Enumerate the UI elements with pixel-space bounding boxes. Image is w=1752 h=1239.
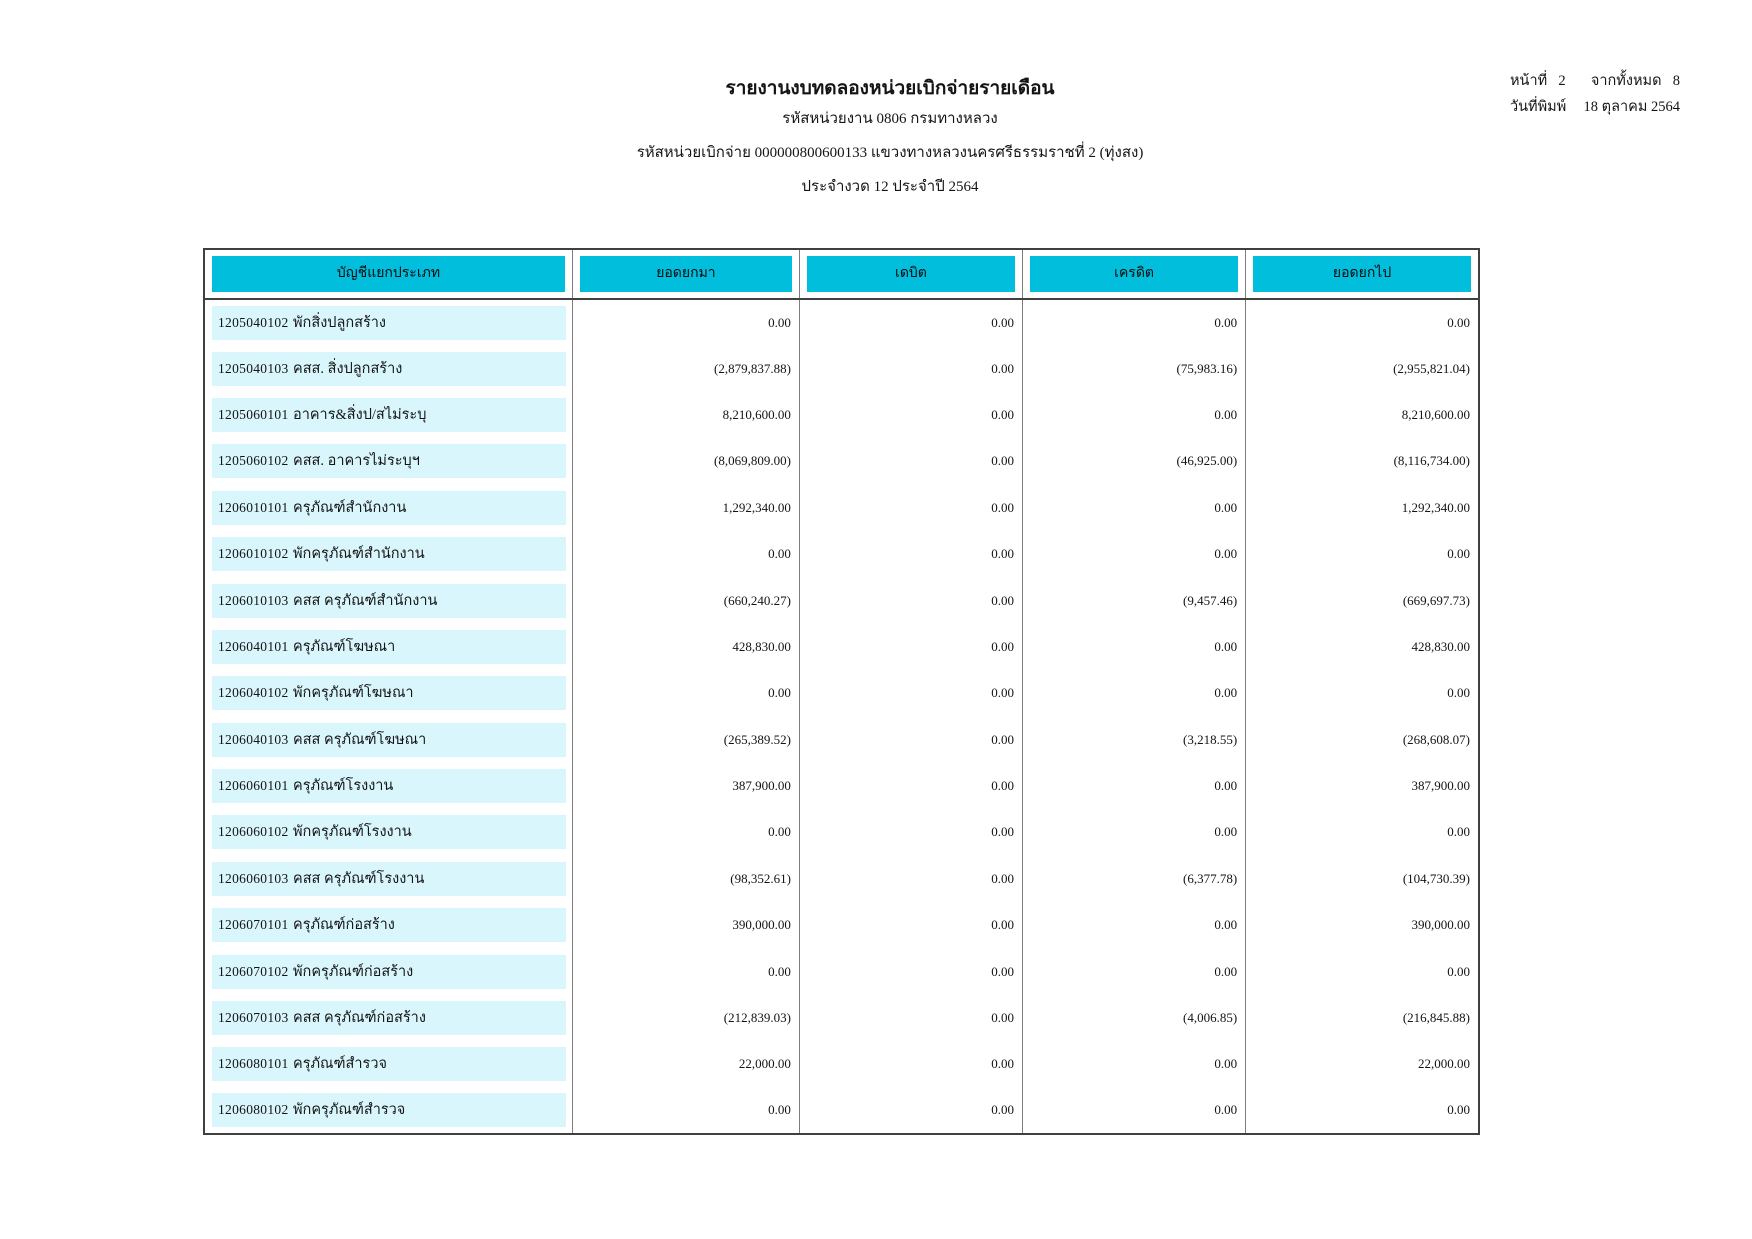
account-highlight [212, 1001, 566, 1035]
account-name: พักครุภัณฑ์สำรวจ [293, 1102, 406, 1119]
credit-value: 0.00 [1023, 948, 1246, 994]
balance-value: 0.00 [1246, 948, 1479, 994]
credit-value: 0.00 [1023, 624, 1246, 670]
account-code: 1205040103 [218, 360, 289, 376]
table-row [204, 717, 1479, 763]
carry-forward-value: (2,879,837.88) [572, 345, 799, 391]
table-row [204, 577, 1479, 623]
account-code: 1206060102 [218, 824, 289, 840]
account-name: พักสิ่งปลูกสร้าง [293, 314, 386, 331]
credit-value: (75,983.16) [1023, 345, 1246, 391]
debit-value: 0.00 [799, 577, 1022, 623]
table-row [204, 856, 1479, 902]
account-name: พักครุภัณฑ์โรงงาน [293, 824, 412, 841]
report-period-line: ประจำงวด 12 ประจำปี 2564 [801, 179, 979, 195]
carry-forward-value: 1,292,340.00 [572, 485, 799, 531]
carry-forward-value: 387,900.00 [572, 763, 799, 809]
account-cell [204, 438, 572, 484]
account-cell [204, 902, 572, 948]
credit-value: 0.00 [1023, 531, 1246, 577]
account-highlight [212, 769, 566, 803]
balance-value: (2,955,821.04) [1246, 345, 1479, 391]
balance-value: 0.00 [1246, 1088, 1479, 1134]
trial-balance-table-container [203, 248, 1480, 1133]
account-highlight [212, 398, 566, 432]
account-code: 1206060103 [218, 870, 289, 886]
credit-value: 0.00 [1023, 299, 1246, 345]
table-row [204, 948, 1479, 994]
balance-value: (669,697.73) [1246, 577, 1479, 623]
account-cell [204, 1088, 572, 1134]
credit-value: (6,377.78) [1023, 856, 1246, 902]
account-code: 1206010103 [218, 592, 289, 608]
account-name: คสส ครุภัณฑ์โรงงาน [293, 870, 425, 887]
account-highlight [212, 444, 566, 478]
account-cell [204, 1041, 572, 1087]
carry-forward-value: 428,830.00 [572, 624, 799, 670]
balance-value: 0.00 [1246, 531, 1479, 577]
carry-forward-value: 390,000.00 [572, 902, 799, 948]
debit-value: 0.00 [799, 995, 1022, 1041]
account-highlight [212, 723, 566, 757]
table-row [204, 392, 1479, 438]
debit-value: 0.00 [799, 345, 1022, 391]
account-cell [204, 531, 572, 577]
account-name: พักครุภัณฑ์สำนักงาน [293, 546, 425, 563]
debit-value: 0.00 [799, 624, 1022, 670]
account-highlight [212, 584, 566, 618]
debit-value: 0.00 [799, 902, 1022, 948]
account-code: 1206080102 [218, 1102, 289, 1118]
carry-forward-value: 0.00 [572, 948, 799, 994]
account-cell [204, 763, 572, 809]
table-header-row [204, 249, 1479, 299]
balance-value: (216,845.88) [1246, 995, 1479, 1041]
credit-value: 0.00 [1023, 809, 1246, 855]
account-name: ครุภัณฑ์โฆษณา [293, 638, 396, 655]
account-code: 1206010102 [218, 546, 289, 562]
account-highlight [212, 306, 566, 340]
page-number-label: หน้าที่ [1510, 73, 1548, 89]
column-header-carry-forward [572, 249, 799, 299]
carry-forward-value: (660,240.27) [572, 577, 799, 623]
credit-value: 0.00 [1023, 763, 1246, 809]
account-name: ครุภัณฑ์โรงงาน [293, 778, 394, 795]
carry-forward-value: 8,210,600.00 [572, 392, 799, 438]
account-highlight [212, 955, 566, 989]
account-code: 1206040102 [218, 685, 289, 701]
account-highlight [212, 676, 566, 710]
account-name: คสส ครุภัณฑ์โฆษณา [293, 731, 427, 748]
report-unit-line: รหัสหน่วยเบิกจ่าย 000000800600133 แขวงทางหลวงนครศรีธรรมราชที่ 2 (ทุ่งสง) [636, 145, 1144, 161]
account-code: 1206010101 [218, 499, 289, 515]
account-highlight [212, 491, 566, 525]
table-row [204, 485, 1479, 531]
column-header-balance-label: ยอดยกไป [1253, 256, 1471, 292]
column-header-debit-label: เดบิต [807, 256, 1015, 292]
debit-value: 0.00 [799, 856, 1022, 902]
account-highlight [212, 1047, 566, 1081]
column-header-debit [799, 249, 1022, 299]
account-cell [204, 485, 572, 531]
balance-value: 22,000.00 [1246, 1041, 1479, 1087]
account-cell [204, 299, 572, 345]
debit-value: 0.00 [799, 531, 1022, 577]
account-highlight [212, 352, 566, 386]
account-name: พักครุภัณฑ์โฆษณา [293, 685, 414, 702]
account-code: 1206070103 [218, 1010, 289, 1026]
account-code: 1206070101 [218, 917, 289, 933]
column-header-account [204, 249, 572, 299]
account-highlight [212, 630, 566, 664]
total-pages-label: จากทั้งหมด [1590, 73, 1662, 89]
debit-value: 0.00 [799, 948, 1022, 994]
carry-forward-value: 0.00 [572, 670, 799, 716]
account-code: 1205060101 [218, 406, 289, 422]
balance-value: 0.00 [1246, 670, 1479, 716]
account-code: 1205040102 [218, 314, 289, 330]
balance-value: (8,116,734.00) [1246, 438, 1479, 484]
credit-value: 0.00 [1023, 392, 1246, 438]
credit-value: 0.00 [1023, 1041, 1246, 1087]
account-highlight [212, 862, 566, 896]
carry-forward-value: 0.00 [572, 1088, 799, 1134]
table-body [204, 299, 1479, 1134]
account-cell [204, 624, 572, 670]
page-number-row [1510, 72, 1680, 90]
account-cell [204, 392, 572, 438]
debit-value: 0.00 [799, 438, 1022, 484]
balance-value: 387,900.00 [1246, 763, 1479, 809]
column-header-carry-forward-label: ยอดยกมา [580, 256, 792, 292]
account-code: 1206070102 [218, 963, 289, 979]
print-date-value: 18 ตุลาคม 2564 [1583, 99, 1680, 115]
credit-value: (9,457.46) [1023, 577, 1246, 623]
account-name: ครุภัณฑ์ก่อสร้าง [293, 917, 395, 934]
print-date-row [1510, 98, 1680, 116]
carry-forward-value: (212,839.03) [572, 995, 799, 1041]
credit-value: (46,925.00) [1023, 438, 1246, 484]
column-header-balance [1246, 249, 1479, 299]
credit-value: (4,006.85) [1023, 995, 1246, 1041]
credit-value: (3,218.55) [1023, 717, 1246, 763]
balance-value: 8,210,600.00 [1246, 392, 1479, 438]
table-row [204, 1088, 1479, 1134]
balance-value: 0.00 [1246, 809, 1479, 855]
carry-forward-value: 0.00 [572, 531, 799, 577]
debit-value: 0.00 [799, 809, 1022, 855]
table-row [204, 995, 1479, 1041]
table-row [204, 345, 1479, 391]
account-name: ครุภัณฑ์สำนักงาน [293, 499, 407, 516]
balance-value: (268,608.07) [1246, 717, 1479, 763]
balance-value: 1,292,340.00 [1246, 485, 1479, 531]
debit-value: 0.00 [799, 299, 1022, 345]
account-cell [204, 809, 572, 855]
account-name: คสส ครุภัณฑ์สำนักงาน [293, 592, 438, 609]
trial-balance-table [203, 248, 1480, 1135]
debit-value: 0.00 [799, 717, 1022, 763]
carry-forward-value: (98,352.61) [572, 856, 799, 902]
carry-forward-value: (8,069,809.00) [572, 438, 799, 484]
balance-value: (104,730.39) [1246, 856, 1479, 902]
column-header-credit-label: เครดิต [1030, 256, 1238, 292]
carry-forward-value: (265,389.52) [572, 717, 799, 763]
debit-value: 0.00 [799, 1041, 1022, 1087]
column-header-account-label: บัญชีแยกประเภท [212, 256, 565, 292]
account-name: ครุภัณฑ์สำรวจ [293, 1056, 387, 1073]
page-info [1510, 72, 1680, 124]
account-name: คสส. สิ่งปลูกสร้าง [293, 360, 403, 377]
table-row [204, 531, 1479, 577]
credit-value: 0.00 [1023, 902, 1246, 948]
report-title: รายงานงบทดลองหน่วยเบิกจ่ายรายเดือน [725, 78, 1055, 99]
account-cell [204, 995, 572, 1041]
table-row [204, 438, 1479, 484]
balance-value: 390,000.00 [1246, 902, 1479, 948]
debit-value: 0.00 [799, 1088, 1022, 1134]
account-code: 1205060102 [218, 453, 289, 469]
page-number-value: 2 [1558, 73, 1566, 89]
report-agency-line: รหัสหน่วยงาน 0806 กรมทางหลวง [782, 111, 998, 127]
account-code: 1206040101 [218, 638, 289, 654]
balance-value: 0.00 [1246, 299, 1479, 345]
table-row [204, 763, 1479, 809]
table-row [204, 670, 1479, 716]
debit-value: 0.00 [799, 392, 1022, 438]
account-code: 1206040103 [218, 731, 289, 747]
account-highlight [212, 537, 566, 571]
carry-forward-value: 0.00 [572, 299, 799, 345]
account-code: 1206080101 [218, 1056, 289, 1072]
table-row [204, 624, 1479, 670]
credit-value: 0.00 [1023, 670, 1246, 716]
table-row [204, 902, 1479, 948]
account-code: 1206060101 [218, 778, 289, 794]
balance-value: 428,830.00 [1246, 624, 1479, 670]
print-date-label: วันที่พิมพ์ [1510, 99, 1567, 115]
column-header-credit [1023, 249, 1246, 299]
account-name: คสส ครุภัณฑ์ก่อสร้าง [293, 1010, 426, 1027]
account-cell [204, 345, 572, 391]
credit-value: 0.00 [1023, 485, 1246, 531]
debit-value: 0.00 [799, 763, 1022, 809]
total-pages-value: 8 [1672, 73, 1680, 89]
debit-value: 0.00 [799, 485, 1022, 531]
account-cell [204, 856, 572, 902]
account-cell [204, 717, 572, 763]
table-row [204, 299, 1479, 345]
table-row [204, 1041, 1479, 1087]
account-cell [204, 577, 572, 623]
credit-value: 0.00 [1023, 1088, 1246, 1134]
table-row [204, 809, 1479, 855]
debit-value: 0.00 [799, 670, 1022, 716]
account-name: อาคาร&สิ่งป/สไม่ระบุ [293, 406, 427, 423]
account-name: พักครุภัณฑ์ก่อสร้าง [293, 963, 414, 980]
account-cell [204, 948, 572, 994]
account-highlight [212, 815, 566, 849]
account-cell [204, 670, 572, 716]
carry-forward-value: 22,000.00 [572, 1041, 799, 1087]
account-highlight [212, 1093, 566, 1127]
account-highlight [212, 908, 566, 942]
report-header [0, 78, 1752, 212]
carry-forward-value: 0.00 [572, 809, 799, 855]
account-name: คสส. อาคารไม่ระบุฯ [293, 453, 420, 470]
